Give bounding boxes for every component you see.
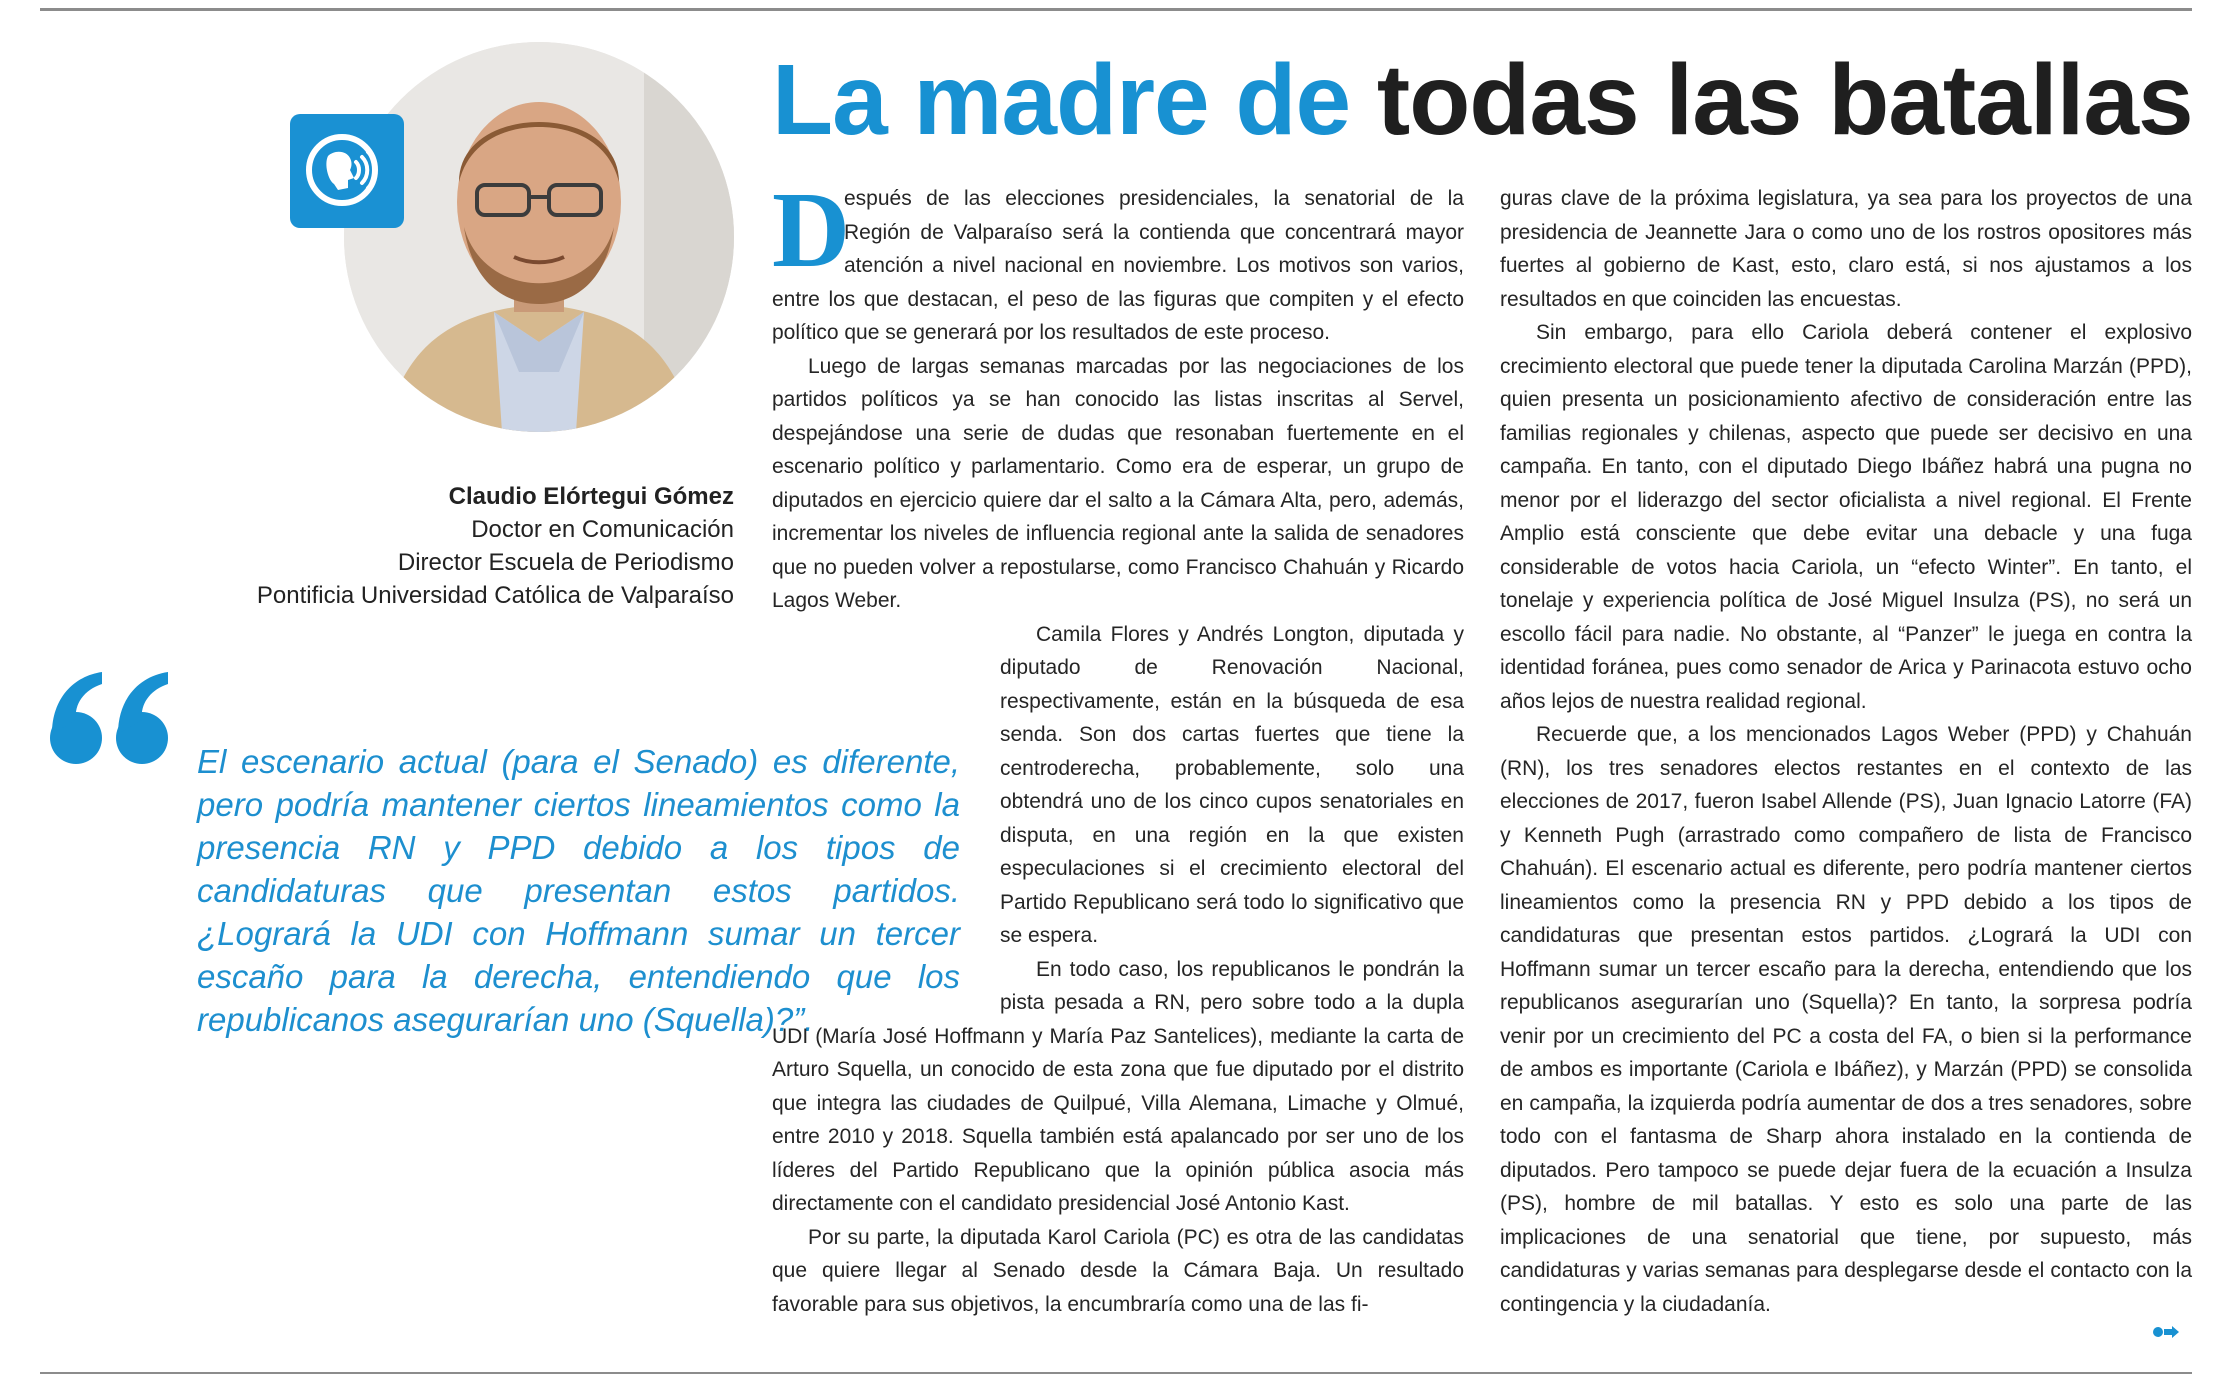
pull-quote: El escenario actual (para el Senado) es diferente, pero podría mantener ciertos lineamientos como la presencia RN y PPD debido a los tipos de candidaturas que presentan estos partidos. ¿Logrará la UDI con Hoffmann sumar un tercer escaño para la derecha, entendiendo que los republicanos asegurarían uno (Squella)?”. [197, 743, 960, 1038]
body-column-2 [1500, 182, 2192, 1321]
paragraph-1: D espués de las elecciones presidenciales, la senatorial de la Región de Valparaíso será la contienda que concentrará mayor atención a nivel nacional en noviembre. Los motivos son varios, entre los que destacan, el peso de las figuras que compiten y el efecto político que se generará por los resultados de este proceso. [772, 171, 1464, 344]
end-of-article-icon [2150, 1325, 2180, 1339]
bottom-rule [40, 1372, 2192, 1374]
pull-quote-wrap-space [772, 618, 1000, 1014]
paragraph-2: Luego de largas semanas marcadas por las negociaciones de los partidos políticos ya se han conocido las listas inscritas al Servel, despejándose una serie de dudas que resonaban fuertemente en el escenario político y parlamentario. Como era de esperar, un grupo de diputados en ejercicio quiere dar el salto a la Cámara Alta, pero, además, incrementar los niveles de influencia regional ante la salida de senadores que no pueden volver a repostularse, como Francisco Chahuán y Ricardo Lagos Weber. [772, 354, 1464, 612]
headline-rest: todas las batallas [1376, 44, 2193, 156]
headline [772, 40, 2193, 160]
paragraph-5: Por su parte, la diputada Karol Cariola (PC) es otra de las candidatas que quiere llegar al Senado desde la Cámara Baja. Un resultado favorable para sus objetivos, la encumbraría como una de las fi- [772, 1225, 1464, 1316]
paragraph-4: En todo caso, los republicanos le pondrán la pista pesada a RN, pero sobre todo a la dupla UDI (María José Hoffmann y María Paz Santelices), mediante la carta de Arturo Squella, un conocido de esta zona que fue diputado por el distrito que integra las ciudades de Quilpué, Villa Alemana, Limache y Olmué, entre 2010 y 2018. Squella también está apalancado por ser uno de los líderes del Partido Republicano que la opinión pública asocia más directamente con el candidato presidencial José Antonio Kast. [772, 957, 1464, 1215]
drop-cap: D [772, 171, 850, 290]
author-institution: Pontificia Universidad Católica de Valparaíso [256, 582, 734, 609]
headline-accent: La madre de [772, 44, 1351, 156]
paragraph-3: Camila Flores y Andrés Longton, diputada y diputado de Renovación Nacional, respectivamente, están en la búsqueda de esa senda. Son dos cartas fuertes que tiene la centroderecha, probablemente, solo una obtendrá uno de los cinco cupos senatoriales en disputa, en una región en la que existen especulaciones si el crecimiento electoral del Partido Republicano será todo lo significativo que se espera. [772, 618, 1464, 953]
audio-speaker-icon[interactable] [290, 114, 404, 228]
top-rule [40, 8, 2192, 11]
paragraph-8: Recuerde que, a los mencionados Lagos Weber (PPD) y Chahuán (RN), los tres senadores electos restantes en el contexto de las elecciones de 2017, fueron Isabel Allende (PS), Juan Ignacio Latorre (FA) y Kenneth Pugh (arrastrado como compañero de lista de Francisco Chahuán). El escenario actual es diferente, pero podría mantener ciertos lineamientos como la presencia RN y PPD debido a los tipos de candidaturas que presentan estos partidos. ¿Logrará la UDI con Hoffmann sumar un tercer escaño para la derecha, entendiendo que los republicanos asegurarían uno (Squella)? En tanto, la sorpresa podría venir por un crecimiento del PC a costa del FA, o bien si la performance de ambos es importante (Cariola e Ibáñez), y Marzán (PPD) se consolida en campaña, la izquierda podría aumentar de dos a tres senadores, sobre todo con el fantasma de Sharp ahora instalado en la contienda de diputados. Pero tampoco se puede dejar fuera de la ecuación a Insulza (PS), hombre de mil batallas. Y esto es solo una parte de las implicaciones de una senatorial que tiene, por supuesto, más candidaturas y varias semanas para desplegarse desde el contacto con la contingencia y la ciudadanía. [1500, 723, 2192, 1316]
author-role: Doctor en Comunicación [471, 516, 734, 543]
author-position: Director Escuela de Periodismo [397, 549, 734, 576]
quote-mark-icon [44, 660, 174, 790]
author-byline [120, 480, 734, 612]
author-name: Claudio Elórtegui Gómez [448, 483, 734, 510]
paragraph-6: guras clave de la próxima legislatura, ya sea para los proyectos de una presidencia de Jeannette Jara o como uno de los rostros opositores más fuertes al gobierno de Kast, esto, claro está, si nos ajustamos a los resultados en que coinciden las encuestas. [1500, 187, 2192, 311]
author-photo [344, 42, 734, 432]
body-column-1 [772, 171, 1464, 1321]
paragraph-7: Sin embargo, para ello Cariola deberá contener el explosivo crecimiento electoral que puede tener la diputada Carolina Marzán (PPD), quien presenta un posicionamiento afectivo de consideración entre las familias regionales y chilenas, aspecto que puede ser decisivo en una campaña. En tanto, con el diputado Diego Ibáñez habrá una pugna no menor por el liderazgo del sector oficialista a nivel regional. El Frente Amplio está consciente que debe evitar una debacle y una fuga considerable de votos hacia Cariola, un “efecto Winter”. En tanto, el tonelaje y experiencia política de José Miguel Insulza (PS), no será un escollo fácil para nadie. No obstante, al “Panzer” le juega en contra la identidad foránea, pues como senador de Arica y Parinacota estuvo ocho años lejos de nuestra realidad regional. [1500, 321, 2192, 713]
